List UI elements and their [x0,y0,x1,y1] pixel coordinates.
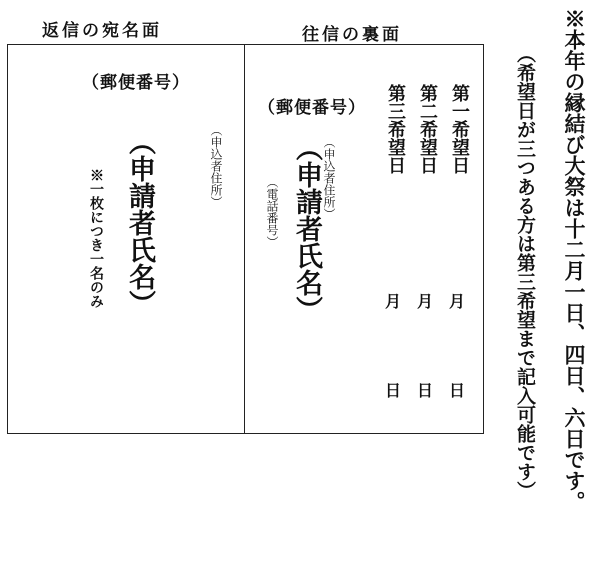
reply-address: （申込者住所） [209,124,223,208]
outgoing-address: （申込者住所） [322,136,336,220]
outgoing-postal-code: （郵便番号） [258,98,366,118]
reply-postal-code: （郵便番号） [82,73,190,93]
outgoing-phone: （電話番号） [265,176,279,248]
reply-note: ※一枚につき一名のみ [88,168,104,308]
choice-limit-note: （希望日が三つある方は第三希望まで記入可能です） [514,44,536,500]
choice-1-month: 月 [449,292,466,311]
choice-3-label: 第三希望日 [385,84,406,174]
choice-2-label: 第二希望日 [417,84,438,174]
choice-1-label: 第一希望日 [449,84,470,174]
outgoing-back-header: 往信の裏面 [302,25,402,45]
reply-applicant-name: （申請者氏名） [124,128,155,317]
reply-front-header: 返信の宛名面 [42,21,162,41]
festival-dates-note: ※本年の縁結び大祭は十二月一日、四日、六日です。 [562,8,587,512]
choice-1-day: 日 [449,381,466,400]
choice-3-day: 日 [385,381,402,400]
outgoing-applicant-name: （申請者氏名） [291,134,322,323]
postcard-sheet [7,44,484,434]
choice-2-month: 月 [417,292,434,311]
choice-2-day: 日 [417,381,434,400]
postcard-divider [244,44,245,434]
choice-3-month: 月 [385,292,402,311]
